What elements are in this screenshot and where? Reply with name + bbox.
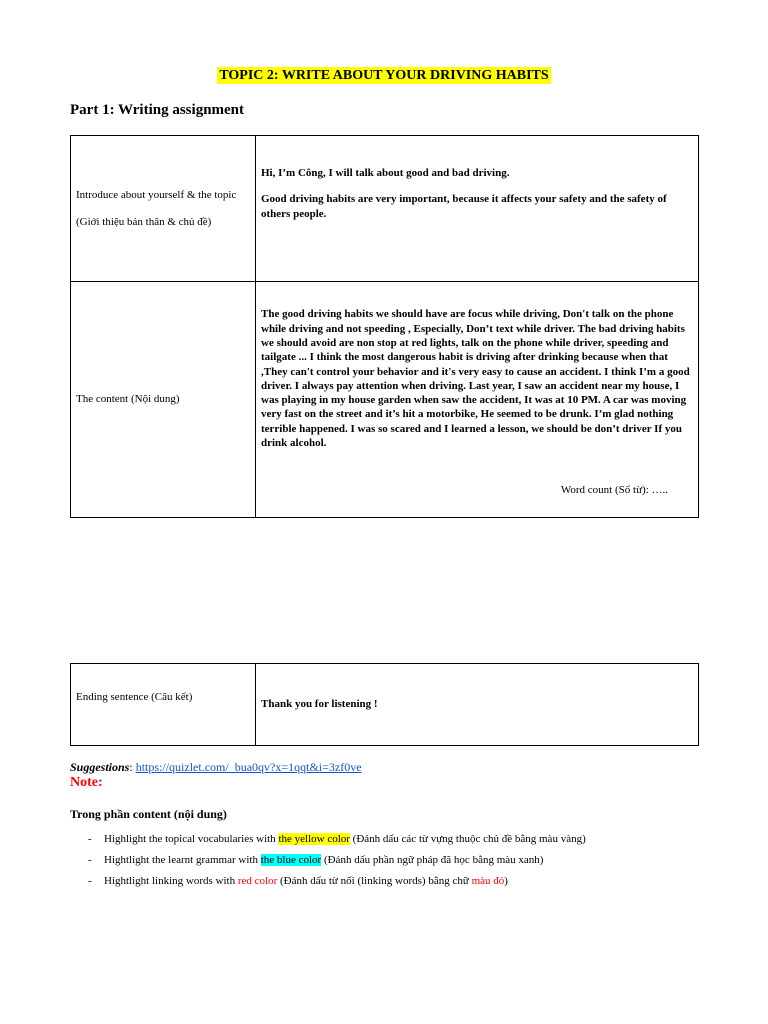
note-text: Hightlight the learnt grammar with [104,854,261,866]
notes-list [70,833,730,896]
list-dash: - [88,854,92,866]
suggestions-colon: : [129,760,133,774]
table-row-intro [71,136,699,282]
page-title-text: TOPIC 2: WRITE ABOUT YOUR DRIVING HABITS [219,68,549,83]
quizlet-link[interactable]: https://quizlet.com/_bua0qv?x=1qqt&i=3zf0ve [135,760,362,774]
intro-label-en: Introduce about yourself & the topic [76,188,237,201]
word-count: Word count (Số từ): ….. [560,484,668,497]
note-text: Highlight the topical vocabularies with [104,833,279,845]
assignment-table [70,135,699,518]
intro-text-2: Good driving habits are very important, because it affects your safety and the safety of others people. [261,193,667,220]
note-text: (Đánh dấu các từ vựng thuộc chủ đề bằng màu vàng) [349,833,586,845]
list-item [70,875,730,896]
note-heading: Note: [70,775,103,790]
blue-highlight-sample: the blue color [260,854,322,866]
list-dash: - [88,833,92,845]
yellow-highlight-sample: the yellow color [278,833,350,845]
red-text-sample-vi: màu đỏ [471,875,505,887]
list-dash: - [88,875,92,887]
note-text: ) [504,875,508,887]
suggestions-label: Suggestions [70,760,130,774]
intro-label-cell [71,136,256,282]
ending-table [70,663,699,746]
intro-text-1: Hi, I’m Công, I will talk about good and bad driving. [261,167,510,179]
content-text: The good driving habits we should have are focus while driving, Don't talk on the phone while driving and not speeding , Especially, Don’t text while driver. The bad driving habits we should avoid are non stop at red lights, talk on the phone while driver, speeding and tailgate ... I think the most dangerous habit is driving after drinking because when that ,They can't control your behavior and it's very easy to cause an accident. I think I’m a good driver. I always pay attention when driving. Last year, I saw an accident near my house, I was playing in my house garden when saw the accident, It was at 10 PM. A car was moving very fast on the street and it’s hit a motorbike, He seemed to be drunk. I’m glad nothing terrible happened. I was so scared and I learned a lesson, we should be don’t driver If you drink alcohol. [261,308,690,450]
content-text-cell [256,282,699,518]
table-row-ending [71,664,699,746]
note-text: (Đánh dấu phần ngữ pháp đã học bằng màu xanh) [321,854,544,866]
table-row-content [71,282,699,518]
content-heading: Trong phần content (nội dung) [70,807,227,821]
red-text-sample: red color [237,875,278,887]
part1-heading: Part 1: Writing assignment [70,102,245,118]
content-label-cell: The content (Nội dung) [71,282,256,518]
ending-text-cell: Thank you for listening ! [256,664,699,746]
list-item [70,854,730,875]
list-item [70,833,730,854]
ending-label-cell: Ending sentence (Câu kết) [71,664,256,746]
suggestions-line [70,760,362,775]
page-title [0,68,768,84]
intro-text-cell [256,136,699,282]
note-text: Hightlight linking words with [104,875,238,887]
intro-label-vi: (Giới thiệu bản thân & chủ đề) [76,215,212,228]
note-text: (Đánh dấu từ nối (linking words) bằng chữ [277,875,472,887]
